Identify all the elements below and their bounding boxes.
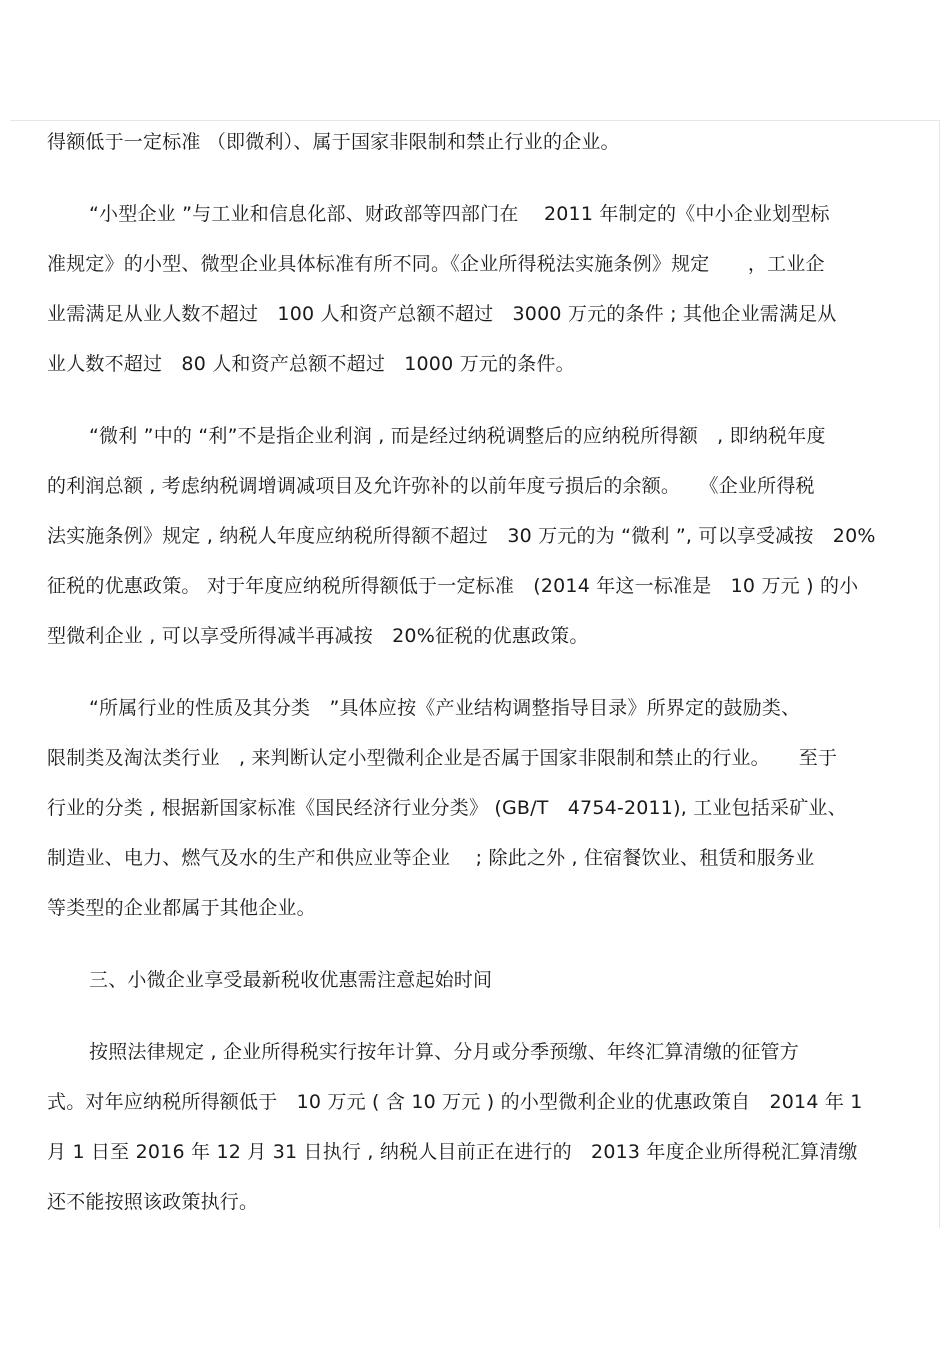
paragraph-line: “所属行业的性质及其分类 ”具体应按《产业结构调整指导目录》所界定的鼓励类、: [89, 697, 801, 719]
paragraph-line: 业人数不超过 80 人和资产总额不超过 1000 万元的条件。: [47, 353, 575, 375]
paragraph-line: 制造业、电力、燃气及水的生产和供应业等企业 ; 除此之外 , 住宿餐饮业、租赁和服务业: [47, 847, 815, 869]
paragraph-line: 的利润总额 , 考虑纳税调增调减项目及允许弥补的以前年度亏损后的余额。 《企业所得税: [47, 475, 815, 497]
paragraph-line: 得额低于一定标准 （即微利）、属于国家非限制和禁止行业的企业。: [47, 131, 620, 153]
paragraph-line: 还不能按照该政策执行。: [47, 1191, 259, 1213]
paragraph-line: 等类型的企业都属于其他企业。: [47, 897, 316, 919]
paragraph-line: “小型企业 ”与工业和信息化部、财政部等四部门在 2011 年制定的《中小企业划型标: [89, 203, 830, 225]
paragraph-line: 按照法律规定 , 企业所得税实行按年计算、分月或分季预缴、年终汇算清缴的征管方: [89, 1041, 799, 1063]
paragraph-line: “微利 ”中的 “利”不是指企业利润 , 而是经过纳税调整后的应纳税所得额 , 即纳税年度: [89, 425, 826, 447]
paragraph-line: 式。对年应纳税所得额低于 10 万元 ( 含 10 万元 ) 的小型微利企业的优惠政策自 2014 年 1: [47, 1091, 863, 1113]
paragraph-line: 法实施条例》规定 , 纳税人年度应纳税所得额不超过 30 万元的为 “微利 ”, 可以享受减按 20%: [47, 525, 876, 547]
section-heading: 三、小微企业享受最新税收优惠需注意起始时间: [89, 969, 493, 991]
paragraph-line: 月 1 日至 2016 年 12 月 31 日执行 , 纳税人目前正在进行的 2013 年度企业所得税汇算清缴: [47, 1141, 858, 1163]
paragraph-line: 行业的分类 , 根据新国家标准《国民经济行业分类》 (GB/T 4754-2011), 工业包括采矿业、: [47, 797, 847, 819]
paragraph-line: 业需满足从业人数不超过 100 人和资产总额不超过 3000 万元的条件 ; 其他企业需满足从: [47, 303, 837, 325]
paragraph-line: 型微利企业 , 可以享受所得减半再减按 20%征税的优惠政策。: [47, 625, 589, 647]
paragraph-line: 限制类及淘汰类行业 , 来判断认定小型微利企业是否属于国家非限制和禁止的行业。 至于: [47, 747, 838, 769]
paragraph-line: 征税的优惠政策。 对于年度应纳税所得额低于一定标准 (2014 年这一标准是 10 万元 ) 的小: [47, 575, 859, 597]
paragraph-line: 准规定》的小型、微型企业具体标准有所不同。《企业所得税法实施条例》规定 ，工业企: [47, 253, 825, 275]
